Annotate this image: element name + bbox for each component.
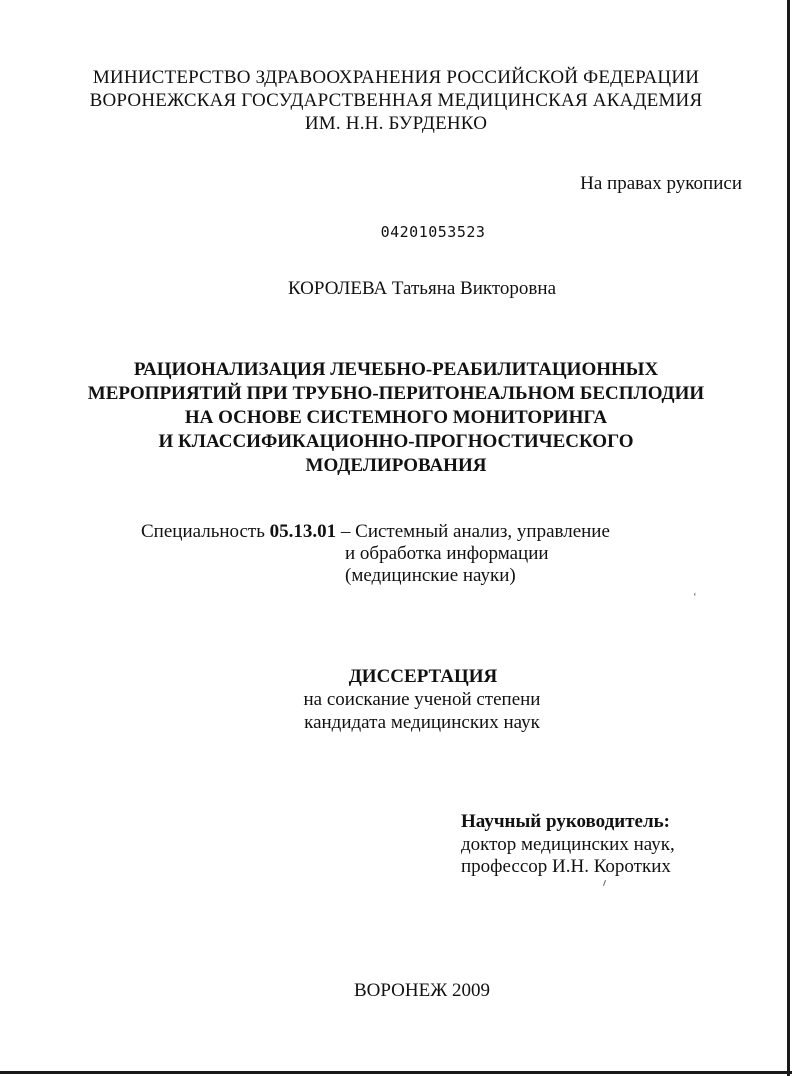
degree-line-1: на соискание ученой степени	[303, 689, 541, 710]
scan-mark: ʻ	[693, 591, 697, 603]
specialty-label: Специальность	[141, 521, 265, 542]
author-name: КОРОЛЕВА Татьяна Викторовна	[287, 278, 556, 299]
scan-tick-mark	[603, 880, 606, 886]
document-type: ДИССЕРТАЦИЯ	[348, 666, 498, 687]
specialty-line	[141, 521, 610, 543]
title-line-3: НА ОСНОВЕ СИСТЕМНОГО МОНИТОРИНГА	[184, 407, 608, 428]
title-line-4: И КЛАССИФИКАЦИОННО-ПРОГНОСТИЧЕСКОГО	[158, 431, 634, 452]
named-after: ИМ. Н.Н. БУРДЕНКО	[304, 113, 488, 134]
specialty-name-1: – Системный анализ, управление	[340, 521, 610, 542]
page-border-bottom	[0, 1071, 792, 1074]
supervisor-degree: доктор медицинских наук,	[461, 834, 675, 855]
specialty-name-2: и обработка информации	[345, 543, 549, 564]
title-line-2: МЕРОПРИЯТИЙ ПРИ ТРУБНО-ПЕРИТОНЕАЛЬНОМ БЕСПЛОДИИ	[87, 383, 705, 404]
specialty-code: 05.13.01	[269, 521, 337, 542]
supervisor-title: Научный руководитель:	[461, 811, 670, 832]
registration-code: 04201053523	[380, 223, 486, 241]
dissertation-title	[0, 358, 792, 478]
ministry-name: МИНИСТЕРСТВО ЗДРАВООХРАНЕНИЯ РОССИЙСКОЙ ФЕДЕРАЦИИ	[92, 67, 700, 88]
degree-line-2: кандидата медицинских наук	[304, 712, 540, 733]
rights-note: На правах рукописи	[580, 173, 742, 194]
city-year: ВОРОНЕЖ 2009	[353, 980, 490, 1001]
institution-header	[0, 66, 792, 135]
page-border-right	[787, 0, 790, 1076]
specialty-name-3: (медицинские науки)	[345, 565, 516, 586]
academy-name: ВОРОНЕЖСКАЯ ГОСУДАРСТВЕННАЯ МЕДИЦИНСКАЯ АКАДЕМИЯ	[89, 90, 703, 111]
supervisor-name: профессор И.Н. Коротких	[461, 856, 671, 877]
title-line-1: РАЦИОНАЛИЗАЦИЯ ЛЕЧЕБНО-РЕАБИЛИТАЦИОННЫХ	[133, 359, 659, 380]
title-line-5: МОДЕЛИРОВАНИЯ	[305, 455, 487, 476]
